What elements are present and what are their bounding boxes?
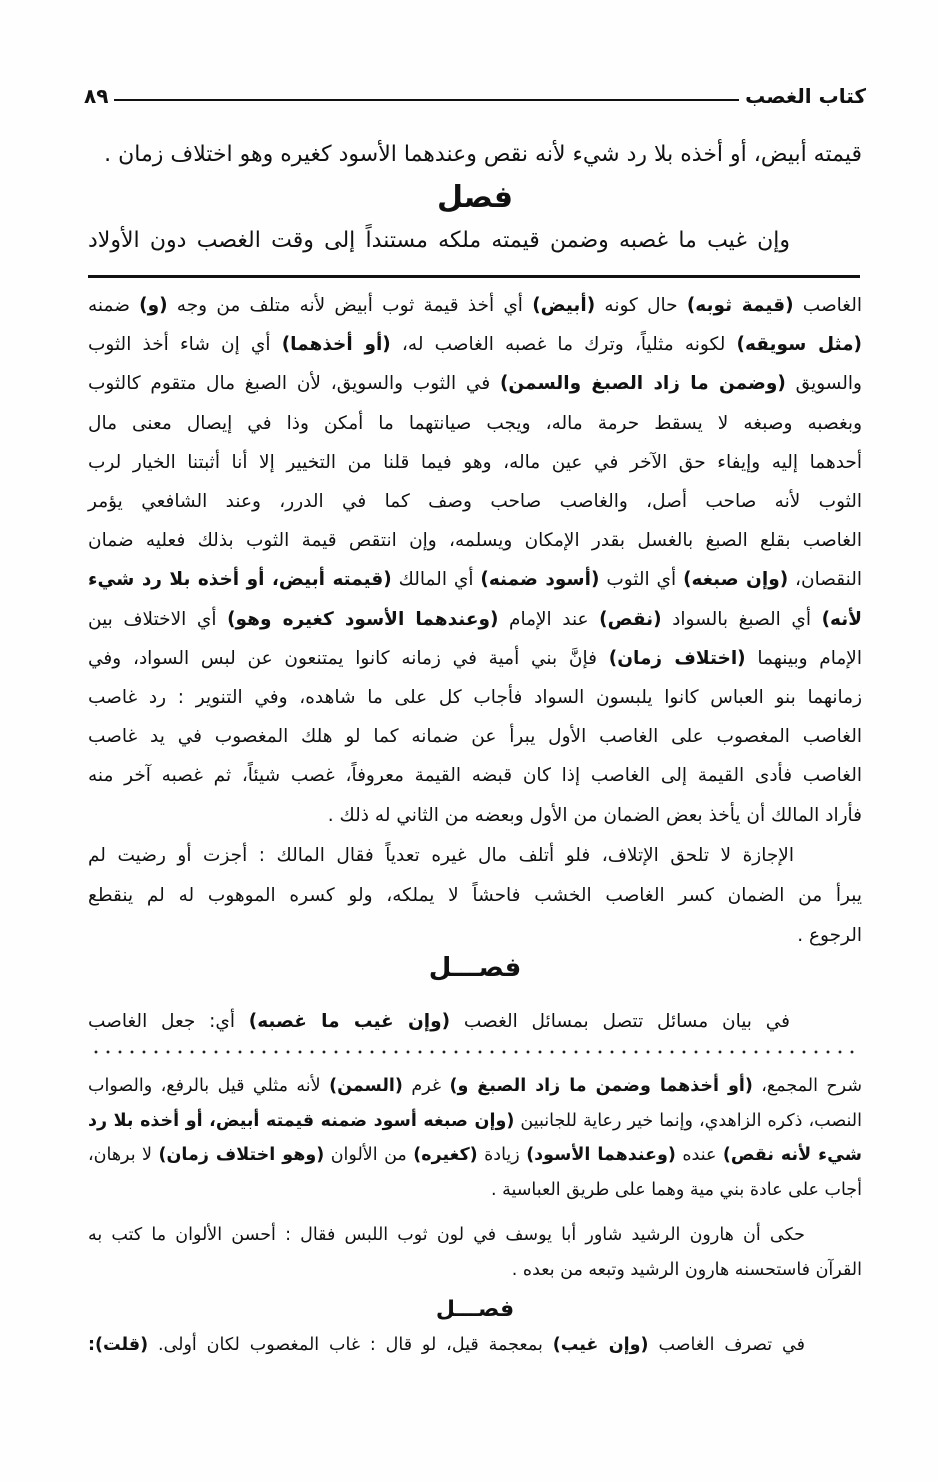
bold-phrase: (وضمن ما زاد الصبغ والسمن)	[499, 373, 786, 395]
text-run: شرح المجمع،	[752, 1076, 863, 1096]
text-run: أي الصبغ بالسواد	[661, 608, 822, 630]
text-run: يبرأ من الضمان كسر الغاصب الخشب فاحشاً لا يملكه، ولو كسره الموهوب له لم ينقطع	[88, 885, 862, 906]
bold-phrase: (قلت):	[88, 1335, 149, 1355]
text-run: بمعجمة قيل، لو قال : غاب المغصوب لكان أولى.	[148, 1335, 553, 1355]
text-line	[88, 482, 862, 521]
dotted-separator	[90, 1050, 856, 1054]
section-heading: فصـــل	[435, 1297, 515, 1322]
text-run: أي: جعل الغاصب	[88, 1011, 249, 1032]
text-run: الغاصب بقلع الصبغ بالغسل بقدر الإمكان ويسلمه، وإن انتقص قيمة الثوب بذلك فعليه ضمان	[88, 530, 862, 552]
bold-phrase: (وهو اختلاف زمان)	[158, 1145, 325, 1166]
bold-phrase: (وإن صبغه)	[683, 569, 789, 591]
text-run: أي المالك	[391, 569, 481, 591]
text-line	[88, 364, 862, 403]
text-line	[88, 1069, 862, 1104]
bold-phrase: (و)	[139, 295, 168, 316]
text-run: القرآن فاستحسنه هارون الرشيد وتبعه من بعده .	[511, 1260, 862, 1280]
rule-separator	[88, 275, 860, 278]
text-run: الغاصب المغصوب على الغاصب الأول يبرأ عن ضمانه كما لو هلك المغصوب في يد غاصب	[88, 726, 862, 748]
text-run: فأراد المالك أن يأخذ بعض الضمان من الأول وبعضه من الثاني له ذلك .	[327, 804, 862, 826]
text-run: والسويق	[785, 373, 862, 395]
text-run: لكونه مثلياً، وترك ما غصبه الغاصب له،	[390, 334, 737, 356]
text-run: النقصان،	[788, 569, 863, 591]
text-run: لأنه مثلي قيل بالرفع، والصواب	[88, 1076, 330, 1096]
text-run: حكى أن هارون الرشيد شاور أبا يوسف في لون ثوب اللبس فقال : أحسن الألوان ما كتب به	[88, 1225, 805, 1245]
header-rule	[114, 99, 739, 101]
text-run: من الألوان	[324, 1145, 414, 1166]
bold-phrase: شيء لأنه نقص)	[722, 1145, 862, 1166]
bold-phrase: (اختلاف زمان)	[608, 647, 746, 669]
bold-phrase: (أبيض)	[532, 295, 596, 316]
text-line	[88, 600, 862, 639]
text-run: وبغصبه وصبغه لا يسقط حرمة ماله، ويجب صيانتهما ما أمكن وذا في إيصال معنى مال	[88, 412, 862, 434]
text-line	[88, 560, 862, 599]
bold-phrase: (مثل سويقه)	[736, 334, 862, 356]
text-line	[88, 639, 862, 678]
section-heading: فصـــل	[428, 953, 522, 983]
bold-phrase: (وعندهما الأسود)	[526, 1145, 676, 1166]
text-run: النصب، ذكره الزاهدي، وإنما خير رعاية للجانبين	[514, 1110, 862, 1131]
footnote-paragraph	[88, 1069, 862, 1208]
footnote-paragraph	[88, 1328, 862, 1363]
text-line	[88, 756, 862, 795]
text-run: زمانهما بنو العباس كانوا يلبسون السواد فأجاب كل على ما شاهده، وفي التنوير : رد غاصب	[88, 687, 862, 709]
commentary-paragraph	[88, 1002, 862, 1042]
text-run: في بيان مسائل تتصل بمسائل الغصب	[450, 1011, 790, 1032]
chapter-title: كتاب الغصب	[745, 84, 866, 108]
text-line	[88, 717, 862, 756]
commentary-paragraph	[88, 286, 862, 835]
text-run: زيادة	[477, 1145, 527, 1166]
text-run: عند الإمام	[498, 608, 600, 630]
text-run: الغاصب فأدى القيمة إلى الغاصب إذا كان قبضه القيمة معروفاً، غصب شيئاً، ثم غصبه آخر منه	[88, 765, 862, 787]
footnote-paragraph	[88, 1218, 862, 1288]
text-line	[88, 796, 862, 835]
text-run: حال كونه	[595, 295, 687, 316]
bold-phrase: (السمن)	[329, 1076, 403, 1096]
text-line	[88, 1173, 862, 1208]
text-line	[88, 1002, 862, 1042]
text-line	[88, 876, 862, 916]
bold-phrase: (وعندهما الأسود كغيره وهو)	[227, 608, 499, 630]
text-run: أجاب على عادة بني مية وهما على طريق العباسية .	[490, 1180, 862, 1201]
bold-phrase: لأنه)	[821, 608, 862, 630]
text-run: الغاصب	[793, 295, 862, 316]
text-run: أحدهما إليه وإيفاء حق الآخر في عين ماله، وهو فيما قلنا من التخيير إلا أنا أثبتنا الخيار لرب	[88, 451, 862, 473]
page-header	[84, 76, 866, 110]
text-line	[88, 1138, 862, 1173]
text-line	[88, 1218, 862, 1253]
text-line	[88, 1104, 862, 1139]
text-run: في تصرف الغاصب	[648, 1335, 805, 1355]
bold-phrase: (كغيره)	[413, 1145, 478, 1166]
text-line	[88, 836, 862, 876]
text-line	[88, 678, 862, 717]
bold-phrase: (أسود ضمنه)	[480, 569, 600, 591]
text-line	[88, 135, 862, 175]
bold-phrase: (وإن صبغه أسود ضمنه قيمته أبيض، أو أخذه بلا رد	[88, 1110, 515, 1131]
text-line	[88, 443, 862, 482]
text-run: أي الثوب	[599, 569, 684, 591]
text-line	[88, 1328, 862, 1363]
matn-opening	[88, 221, 862, 261]
bold-phrase: (وإن غيب)	[552, 1335, 649, 1355]
bold-phrase: (أو أخذهما)	[281, 334, 391, 356]
page-number: ٨٩	[84, 84, 109, 108]
bold-phrase: (نقص)	[599, 608, 662, 630]
text-line	[88, 1253, 862, 1288]
text-run: الثوب لأنه صاحب أصل، والغاصب صاحب وصف كما في الدرر، وعند الشافعي يؤمر	[88, 491, 862, 513]
text-run: عنده	[675, 1145, 723, 1166]
text-line	[88, 521, 862, 560]
text-run: الرجوع .	[797, 925, 862, 946]
text-run: أي الاختلاف بين	[88, 608, 228, 630]
section-heading: فصل	[437, 180, 513, 215]
text-run: لا برهان،	[88, 1145, 159, 1166]
text-line	[88, 325, 862, 364]
text-run: فإنَّ بني أمية في زمانه كانوا يمتنعون عن لبس السواد، وفي	[88, 647, 609, 669]
bold-phrase: (وإن غيب ما غصبه)	[248, 1011, 451, 1032]
text-run: في الثوب والسويق، لأن الصبغ مال متقوم كالثوب	[88, 373, 500, 395]
text-run: أي إن شاء أخذ الثوب	[88, 334, 282, 356]
text-run: الإجازة لا تلحق الإتلاف، فلو أتلف مال غيره تعدياً فقال المالك : أجزت أو رضيت لم	[88, 845, 794, 866]
matn-continuation	[88, 135, 862, 175]
commentary-paragraph	[88, 836, 862, 956]
text-run: وإن غيب ما غصبه وضمن قيمته ملكه مستنداً إلى وقت الغصب دون الأولاد	[88, 228, 790, 253]
text-line	[88, 286, 862, 325]
text-run: قيمته أبيض، أو أخذه بلا رد شيء لأنه نقص وعندهما الأسود كغيره وهو اختلاف زمان .	[104, 142, 862, 167]
text-line	[88, 221, 862, 261]
bold-phrase: (قيمته أبيض، أو أخذه بلا رد شيء	[88, 569, 392, 591]
text-line	[88, 404, 862, 443]
text-run: أي أخذ قيمة ثوب أبيض لأنه متلف من وجه	[167, 295, 533, 316]
bold-phrase: (أو أخذهما وضمن ما زاد الصبغ و)	[449, 1076, 753, 1096]
text-run: الإمام وبينهما	[745, 647, 862, 669]
text-run: غرم	[402, 1076, 450, 1096]
bold-phrase: (قيمة ثوبه)	[686, 295, 794, 316]
matn-section	[88, 135, 862, 261]
text-run: ضمنه	[88, 295, 140, 316]
